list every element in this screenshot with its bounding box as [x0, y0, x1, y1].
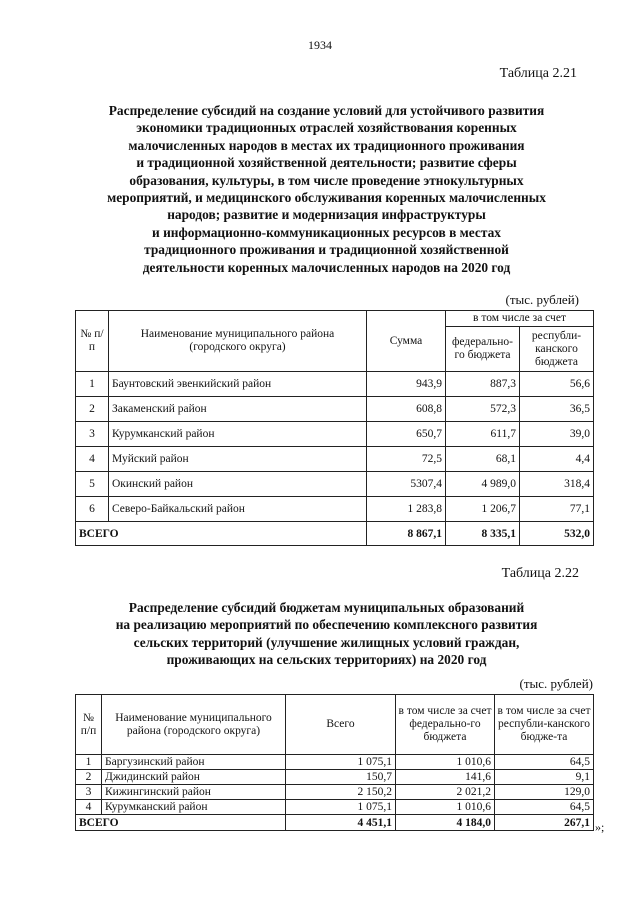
cell-federal: 1 010,6 [396, 755, 495, 770]
cell-num: 6 [76, 497, 109, 522]
cell-federal: 1 010,6 [396, 800, 495, 815]
title-line: мероприятий, и медицинского обслуживания коренных малочисленных [107, 190, 546, 206]
title-line: сельских территорий (улучшение жилищных условий граждан, [133, 634, 520, 650]
cell-total-federal: 4 184,0 [396, 815, 495, 831]
cell-name: Джидинский район [102, 770, 286, 785]
table-row [76, 422, 594, 447]
table-row [76, 447, 594, 472]
title-line: и традиционной хозяйственной деятельности; развитие сферы [136, 155, 517, 171]
cell-federal: 611,7 [446, 422, 520, 447]
cell-republic: 64,5 [495, 755, 594, 770]
cell-federal: 572,3 [446, 397, 520, 422]
title-line: на реализацию мероприятий по обеспечению комплексного развития [115, 617, 538, 633]
cell-num: 5 [76, 472, 109, 497]
cell-sum: 2 150,2 [286, 785, 396, 800]
table2-header-sum: Всего [286, 695, 396, 755]
cell-name: Кижингинский район [102, 785, 286, 800]
cell-sum: 72,5 [367, 447, 446, 472]
cell-sum: 943,9 [367, 372, 446, 397]
table1-header-name: Наименование муниципального района (городского округа) [109, 311, 367, 372]
cell-name: Северо-Байкальский район [109, 497, 367, 522]
table-row [76, 497, 594, 522]
title-line: экономики традиционных отраслей хозяйствования коренных [136, 120, 517, 136]
cell-num: 2 [76, 770, 102, 785]
cell-total-sum: 8 867,1 [367, 522, 446, 546]
cell-republic: 64,5 [495, 800, 594, 815]
table1-header-group: в том числе за счет [446, 311, 594, 327]
cell-name: Закаменский район [109, 397, 367, 422]
title-line: малочисленных народов в местах их традиционного проживания [128, 137, 525, 153]
cell-name: Баргузинский район [102, 755, 286, 770]
cell-total-label: ВСЕГО [76, 815, 286, 831]
table1-label: Таблица 2.21 [499, 66, 577, 81]
cell-total-federal: 8 335,1 [446, 522, 520, 546]
cell-republic: 56,6 [520, 372, 594, 397]
title-line: образования, культуры, в том числе проведение этнокультурных [129, 172, 524, 188]
cell-num: 1 [76, 755, 102, 770]
cell-republic: 129,0 [495, 785, 594, 800]
cell-num: 2 [76, 397, 109, 422]
table-row [76, 372, 594, 397]
cell-name: Муйский район [109, 447, 367, 472]
cell-sum: 1 283,8 [367, 497, 446, 522]
cell-num: 4 [76, 800, 102, 815]
cell-federal: 141,6 [396, 770, 495, 785]
table1-units: (тыс. рублей) [505, 292, 579, 307]
table2 [75, 694, 594, 831]
cell-republic: 39,0 [520, 422, 594, 447]
cell-total-sum: 4 451,1 [286, 815, 396, 831]
cell-republic: 36,5 [520, 397, 594, 422]
table1-header-sum: Сумма [367, 311, 446, 372]
table1-header-num: № п/п [76, 311, 109, 372]
cell-republic: 77,1 [520, 497, 594, 522]
table2-tail: »; [595, 820, 605, 834]
table1-header-republic: республи-канского бюджета [520, 327, 594, 372]
cell-republic: 4,4 [520, 447, 594, 472]
cell-federal: 1 206,7 [446, 497, 520, 522]
cell-sum: 1 075,1 [286, 800, 396, 815]
cell-name: Баунтовский эвенкийский район [109, 372, 367, 397]
cell-sum: 650,7 [367, 422, 446, 447]
table1-title [40, 102, 613, 276]
cell-republic: 9,1 [495, 770, 594, 785]
cell-federal: 4 989,0 [446, 472, 520, 497]
cell-sum: 608,8 [367, 397, 446, 422]
cell-name: Курумканский район [102, 800, 286, 815]
table-row [76, 397, 594, 422]
title-line: традиционного проживания и традиционной хозяйственной [144, 242, 509, 258]
title-line: народов; развитие и модернизация инфраструктуры [167, 207, 486, 223]
table2-header-federal: в том числе за счет федерально-го бюджета [396, 695, 495, 755]
table-row [76, 755, 594, 770]
table2-title [40, 599, 613, 669]
title-line: деятельности коренных малочисленных народов на 2020 год [142, 259, 511, 275]
cell-total-label: ВСЕГО [76, 522, 367, 546]
table2-header-name: Наименование муниципального района (городского округа) [102, 695, 286, 755]
table1-header-federal: федерально-го бюджета [446, 327, 520, 372]
page-number: 1934 [308, 38, 332, 52]
table-row [76, 785, 594, 800]
table-row [76, 770, 594, 785]
cell-total-republic: 267,1 [495, 815, 594, 831]
cell-sum: 150,7 [286, 770, 396, 785]
cell-sum: 5307,4 [367, 472, 446, 497]
cell-name: Курумканский район [109, 422, 367, 447]
table2-label: Таблица 2.22 [501, 566, 579, 581]
table2-header-num: № п/п [76, 695, 102, 755]
cell-name: Окинский район [109, 472, 367, 497]
table2-header-republic: в том числе за счет республи-канского бюдже-та [495, 695, 594, 755]
cell-num: 3 [76, 785, 102, 800]
table-total-row [76, 815, 594, 831]
cell-federal: 887,3 [446, 372, 520, 397]
table1 [75, 310, 594, 546]
title-line: Распределение субсидий на создание условий для устойчивого развития [108, 103, 545, 118]
table-row [76, 800, 594, 815]
table-row [76, 472, 594, 497]
cell-federal: 2 021,2 [396, 785, 495, 800]
table2-units: (тыс. рублей) [519, 676, 593, 691]
cell-total-republic: 532,0 [520, 522, 594, 546]
title-line: и информационно-коммуникационных ресурсов в местах [152, 224, 501, 240]
cell-num: 4 [76, 447, 109, 472]
cell-num: 1 [76, 372, 109, 397]
cell-federal: 68,1 [446, 447, 520, 472]
cell-num: 3 [76, 422, 109, 447]
title-line: Распределение субсидий бюджетам муниципальных образований [128, 600, 525, 615]
table-total-row [76, 522, 594, 546]
cell-republic: 318,4 [520, 472, 594, 497]
title-line: проживающих на сельских территориях) на 2020 год [166, 652, 487, 668]
cell-sum: 1 075,1 [286, 755, 396, 770]
